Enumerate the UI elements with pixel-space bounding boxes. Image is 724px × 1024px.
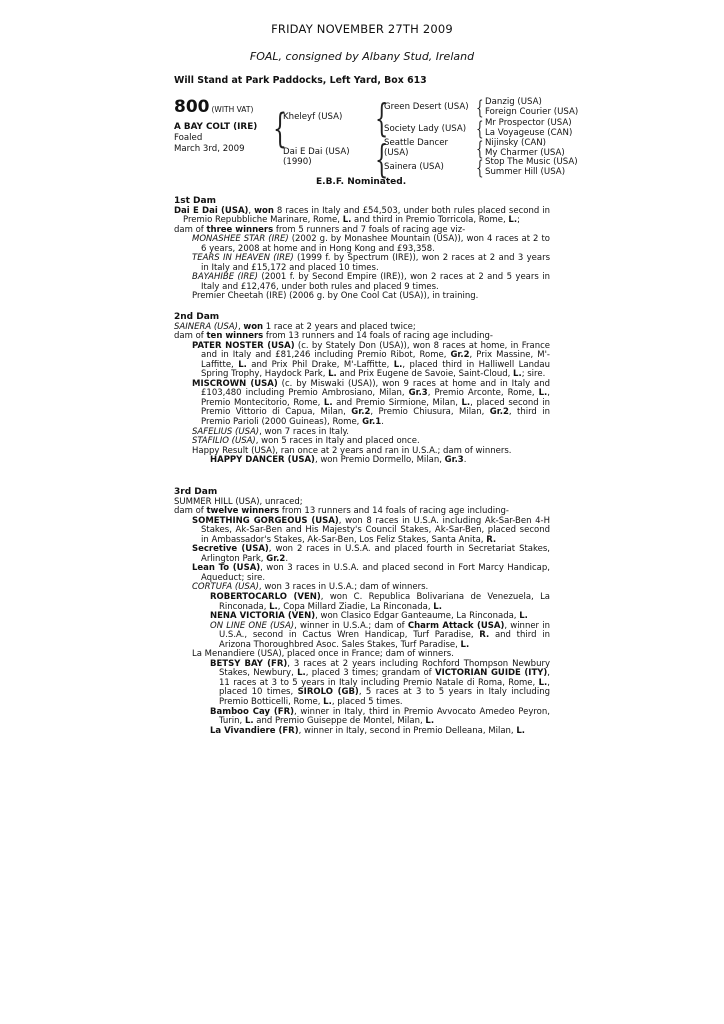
grade-mark: Gr.3 xyxy=(444,455,464,466)
listed-mark: L. xyxy=(328,369,337,380)
record-text: and Premio Guiseppe de Montel, Milan, xyxy=(253,716,426,727)
record-text: (2001 f. by Second Empire (IRE)), won 2 races at 2 and 5 years in Italy and £12,476, under both rules and placed 9 times. xyxy=(201,272,550,292)
record-text: dam of xyxy=(174,331,207,342)
horse-name: SIROLO (GB) xyxy=(297,687,359,698)
record-text: from 5 runners and 7 foals of racing age viz- xyxy=(273,224,466,235)
horse-name: SAINERA (USA) xyxy=(174,321,238,332)
grade-mark: Gr.2 xyxy=(266,553,286,564)
record-text: , Premio Arconte, Rome, xyxy=(427,388,539,399)
pedigree-gg-7: Stop The Music (USA) xyxy=(485,157,578,167)
record-text: , winner in Italy, third in Premio Avvocato Amedeo Peyron, Turin, xyxy=(219,706,550,727)
restricted-mark: R. xyxy=(486,534,497,545)
record-text: , 3 races at 2 years including Rochford Thompson Newbury Stakes, Newbury, xyxy=(219,658,550,679)
horse-name: BETSY BAY (FR) xyxy=(210,658,288,669)
horse-name: MISCROWN (USA) xyxy=(192,378,278,389)
first-dam-section xyxy=(174,197,550,302)
section-heading: 3rd Dam xyxy=(174,487,218,497)
second-dam-section xyxy=(174,313,550,466)
record-text: from 13 runners and 14 foals of racing age including- xyxy=(263,331,493,342)
record-text: , placed second in Premio Vittorio di Capua, Milan, xyxy=(201,397,550,418)
listed-mark: L. xyxy=(244,716,254,727)
record-text: and Prix Eugene de Savoie, Saint-Cloud, xyxy=(336,369,514,380)
record-text: , Premio Chiusura, Milan, xyxy=(370,407,490,418)
produce-entry xyxy=(174,593,550,612)
produce-entry xyxy=(174,235,550,254)
grade-mark: Gr.3 xyxy=(408,388,428,399)
pedigree-gg-5: Nijinsky (CAN) xyxy=(485,138,547,148)
grade-mark: Gr.2 xyxy=(489,407,509,418)
produce-entry xyxy=(174,545,550,564)
listed-mark: L. xyxy=(460,639,470,650)
restricted-mark: R. xyxy=(479,630,490,641)
horse-name: Lean To (USA) xyxy=(192,563,261,574)
listed-mark: L. xyxy=(508,215,518,226)
record-text: , third in Premio Parioli (2000 Guineas), Rome, xyxy=(201,407,550,428)
pedigree-brace: { xyxy=(476,136,484,160)
horse-name: STAFILIO (USA) xyxy=(192,436,256,447)
listed-mark: L. xyxy=(297,668,306,679)
lot-number-block xyxy=(174,97,253,117)
listed-mark: L. xyxy=(238,359,247,370)
produce-entry xyxy=(174,273,550,292)
third-dam-section xyxy=(174,488,550,736)
record-text: , winner in U.S.A., second in Cactus Wren Handicap, Turf Paradise, xyxy=(219,620,550,641)
horse-name: VICTORIAN GUIDE (ITY) xyxy=(434,668,548,679)
produce-entry xyxy=(174,254,550,273)
record-text: , Premio Montecitorio, Rome, xyxy=(201,388,550,408)
produce-entry xyxy=(174,517,550,546)
horse-name: BAYAHIBE (IRE) xyxy=(192,272,258,283)
listed-mark: L. xyxy=(516,725,525,736)
produce-entry: Premier Cheetah (IRE) (2006 g. by One Cool Cat (USA)), in training. xyxy=(192,291,479,302)
pedigree-brace: { xyxy=(476,116,484,140)
record-text: (c. by Miswaki (USA)), won 9 races at home and in Italy and £103,480 including Premio Ambrosiano, Milan, xyxy=(201,378,551,399)
horse-name: SAFELIUS (USA) xyxy=(192,426,260,437)
horse-name: NENA VICTORIA (VEN) xyxy=(210,611,316,622)
pedigree-gg-6: My Charmer (USA) xyxy=(485,148,565,158)
record-text: , winner in U.S.A.; dam of xyxy=(294,620,408,631)
horse-name: Charm Attack (USA) xyxy=(407,620,505,631)
listed-mark: L. xyxy=(323,697,332,708)
won-label: won xyxy=(254,205,274,216)
produce-entry xyxy=(174,622,550,651)
winners-count: ten winners xyxy=(206,331,264,342)
record-text: , 5 races at 3 to 5 years in Italy including Premio Botticelli, Rome, xyxy=(219,687,550,708)
record-text: , won 5 races in Italy and placed once. xyxy=(255,436,420,447)
record-text: , placed 3 times; grandam of xyxy=(305,668,435,679)
horse-name: Secretive (USA) xyxy=(192,544,269,555)
winners-count: twelve winners xyxy=(206,506,280,517)
record-text: ; sire. xyxy=(521,369,546,380)
produce-entry xyxy=(174,660,550,708)
produce-entry xyxy=(174,342,550,380)
horse-name: Bamboo Cay (FR) xyxy=(210,706,295,717)
record-text: , won 3 races in U.S.A. and placed second in Fort Marcy Handicap, Aqueduct; sire. xyxy=(201,563,550,583)
listed-mark: L. xyxy=(519,611,528,622)
horse-name: MONASHEE STAR (IRE) xyxy=(192,234,289,245)
record-text: and Premio Sirmione, Milan, xyxy=(332,397,462,408)
horse-name: CORTUFA (USA) xyxy=(192,582,259,593)
section-heading: 2nd Dam xyxy=(174,312,220,322)
produce-entry xyxy=(174,380,550,428)
section-heading: 1st Dam xyxy=(174,196,216,206)
produce-entry xyxy=(174,708,550,727)
stand-location: Will Stand at Park Paddocks, Left Yard, Box 613 xyxy=(174,75,427,86)
record-text: . xyxy=(285,553,289,564)
record-text: , won 7 races in Italy. xyxy=(259,426,349,437)
pedigree-brace: { xyxy=(476,95,484,119)
horse-name: HAPPY DANCER (USA) xyxy=(210,455,315,466)
record-text: . xyxy=(463,455,467,466)
horse-name: ROBERTOCARLO (VEN) xyxy=(210,592,321,603)
pedigree-sire-sire: Green Desert (USA) xyxy=(384,102,469,112)
record-text: and third in Arizona Thoroughbred Asoc. Sales Stakes, Turf Paradise, xyxy=(219,630,550,650)
record-text: dam of xyxy=(174,506,207,517)
won-label: won xyxy=(243,321,264,332)
pedigree-brace: { xyxy=(273,106,287,152)
pedigree-brace: { xyxy=(375,96,389,140)
horse-name: PATER NOSTER (USA) xyxy=(192,340,295,351)
pedigree-gg-4: La Voyageuse (CAN) xyxy=(485,128,573,138)
vat-note: (WITH VAT) xyxy=(211,105,254,114)
horse-name: La Vivandiere (FR) xyxy=(210,725,299,736)
ebf-nominated: E.B.F. Nominated. xyxy=(316,177,407,187)
pedigree-dam-sire: Seattle Dancer xyxy=(384,138,449,148)
listed-mark: L. xyxy=(433,601,442,612)
record-text: 8 races in Italy and £54,503, under both rules placed second in Premio Repubbliche Marinare, Rome, xyxy=(183,205,551,226)
listed-mark: L. xyxy=(513,369,522,380)
foaled-label: Foaled xyxy=(174,133,203,143)
pedigree-sire-dam: Society Lady (USA) xyxy=(384,124,467,134)
lot-number: 800 xyxy=(174,97,210,117)
pedigree-dam: Dai E Dai (USA) xyxy=(283,147,350,157)
pedigree-brace: { xyxy=(375,137,389,181)
pedigree-dam-dam: Sainera (USA) xyxy=(384,162,444,172)
dam-record: SAINERA (USA), won 1 race at 2 years and placed twice; xyxy=(174,321,416,332)
record-text: , won 3 races in U.S.A.; dam of winners. xyxy=(258,582,429,593)
record-text: (1999 f. by Spectrum (IRE)), won 2 races at 2 and 3 years in Italy and £15,172 and placed 10 times. xyxy=(201,253,551,273)
grade-mark: Gr.1 xyxy=(362,417,382,428)
lot-description xyxy=(174,122,257,155)
lot-title: A BAY COLT (IRE) xyxy=(174,122,258,132)
record-text: , won 2 races in U.S.A. and placed fourth in Secretariat Stakes, Arlington Park, xyxy=(201,544,550,564)
record-text: and third in Premio Torricola, Rome, xyxy=(351,215,509,226)
pedigree-brace: { xyxy=(476,155,484,179)
consignment-line: FOAL, consigned by Albany Stud, Ireland xyxy=(249,50,475,63)
record-text: and Prix Phil Drake, M'-Laffitte, xyxy=(246,359,394,370)
foaled-date: March 3rd, 2009 xyxy=(174,144,245,154)
dam-record: Dai E Dai (USA), won 8 races in Italy and £54,503, under both rules placed second in Premio Repubbliche Marinare, Rome, L. and third in Premio Torricola, Rome, L.; xyxy=(174,205,551,226)
record-text: (c. by Stately Don (USA)), won 8 races at home, in France and in Italy and £81,246 including Premio Ribot, Rome, xyxy=(201,340,550,361)
produce-entry: La Menandiere (USA), placed once in France; dam of winners. xyxy=(192,649,454,660)
listed-mark: L. xyxy=(342,215,352,226)
produce-entry: Happy Result (USA), ran once at 2 years and ran in U.S.A.; dam of winners. xyxy=(192,445,512,456)
record-text: , won C. Republica Bolivariana de Venezuela, La Rinconada, xyxy=(219,592,551,612)
record-text: , placed 5 times. xyxy=(331,697,403,708)
record-text: , Prix Massine, M'-Laffitte, xyxy=(201,350,550,370)
record-text: , winner in Italy, second in Premio Delleana, Milan, xyxy=(298,725,517,736)
sale-date: FRIDAY NOVEMBER 27TH 2009 xyxy=(271,22,453,36)
record-text: from 13 runners and 14 foals of racing age including- xyxy=(279,506,509,517)
pedigree-dam-sire-country: (USA) xyxy=(384,148,409,158)
pedigree-gg-2: Foreign Courier (USA) xyxy=(485,107,579,117)
horse-name: SOMETHING GORGEOUS (USA) xyxy=(192,515,339,526)
listed-mark: L. xyxy=(425,716,435,727)
record-text: dam of xyxy=(174,224,207,235)
produce-entry xyxy=(174,727,550,737)
horse-name: TEARS IN HEAVEN (IRE) xyxy=(192,253,294,264)
record-text: ; xyxy=(517,215,520,226)
listed-mark: L. xyxy=(269,601,278,612)
record-text: , Copa Millard Ziadie, La Rinconada, xyxy=(277,601,434,612)
record-text: 1 race at 2 years and placed twice; xyxy=(263,321,416,332)
produce-entry xyxy=(174,564,550,583)
listed-mark: L. xyxy=(461,397,471,408)
produce-entry xyxy=(174,456,550,466)
grade-mark: Gr.2 xyxy=(450,350,470,361)
record-text: , won Premio Dormello, Milan, xyxy=(314,455,445,466)
record-text: , won Clasico Edgar Ganteaume, La Rinconada, xyxy=(315,611,520,622)
listed-mark: L. xyxy=(323,397,333,408)
pedigree-sire: Kheleyf (USA) xyxy=(283,112,343,122)
pedigree-gg-8: Summer Hill (USA) xyxy=(485,167,566,177)
winners-count: three winners xyxy=(206,224,274,235)
pedigree-dam-year: (1990) xyxy=(283,157,312,167)
listed-mark: L. xyxy=(538,677,548,688)
dam-record: SUMMER HILL (USA), unraced; xyxy=(174,496,303,507)
record-text: , won 8 races in U.S.A. including Ak-Sar-Ben 4-H Stakes, Ak-Sar-Ben and His Majesty's Council Stakes, Ak-Sar-Ben, placed second in Ambassador's Stakes, Ak-Sar-Ben, Los Feliz Stakes, Santa Anita, xyxy=(201,515,550,545)
record-text: (2002 g. by Monashee Mountain (USA)), won 4 races at 2 to 6 years, 2008 at home and in Hong Kong and £93,358. xyxy=(201,234,551,254)
record-text: , placed third in Halliwell Landau Spring Trophy, Haydock Park, xyxy=(201,359,550,380)
listed-mark: L. xyxy=(538,388,548,399)
record-text: , placed 10 times, xyxy=(219,677,550,698)
record-text: . xyxy=(381,417,384,428)
listed-mark: L. xyxy=(393,359,403,370)
pedigree-gg-1: Danzig (USA) xyxy=(485,97,542,107)
pedigree-gg-3: Mr Prospector (USA) xyxy=(485,118,572,128)
horse-name: Dai E Dai (USA) xyxy=(174,205,249,216)
record-text: , 11 races at 3 to 5 years in Italy including Premio Natale di Roma, Rome, xyxy=(219,668,550,688)
horse-name: ON LINE ONE (USA) xyxy=(210,620,295,631)
grade-mark: Gr.2 xyxy=(351,407,371,418)
